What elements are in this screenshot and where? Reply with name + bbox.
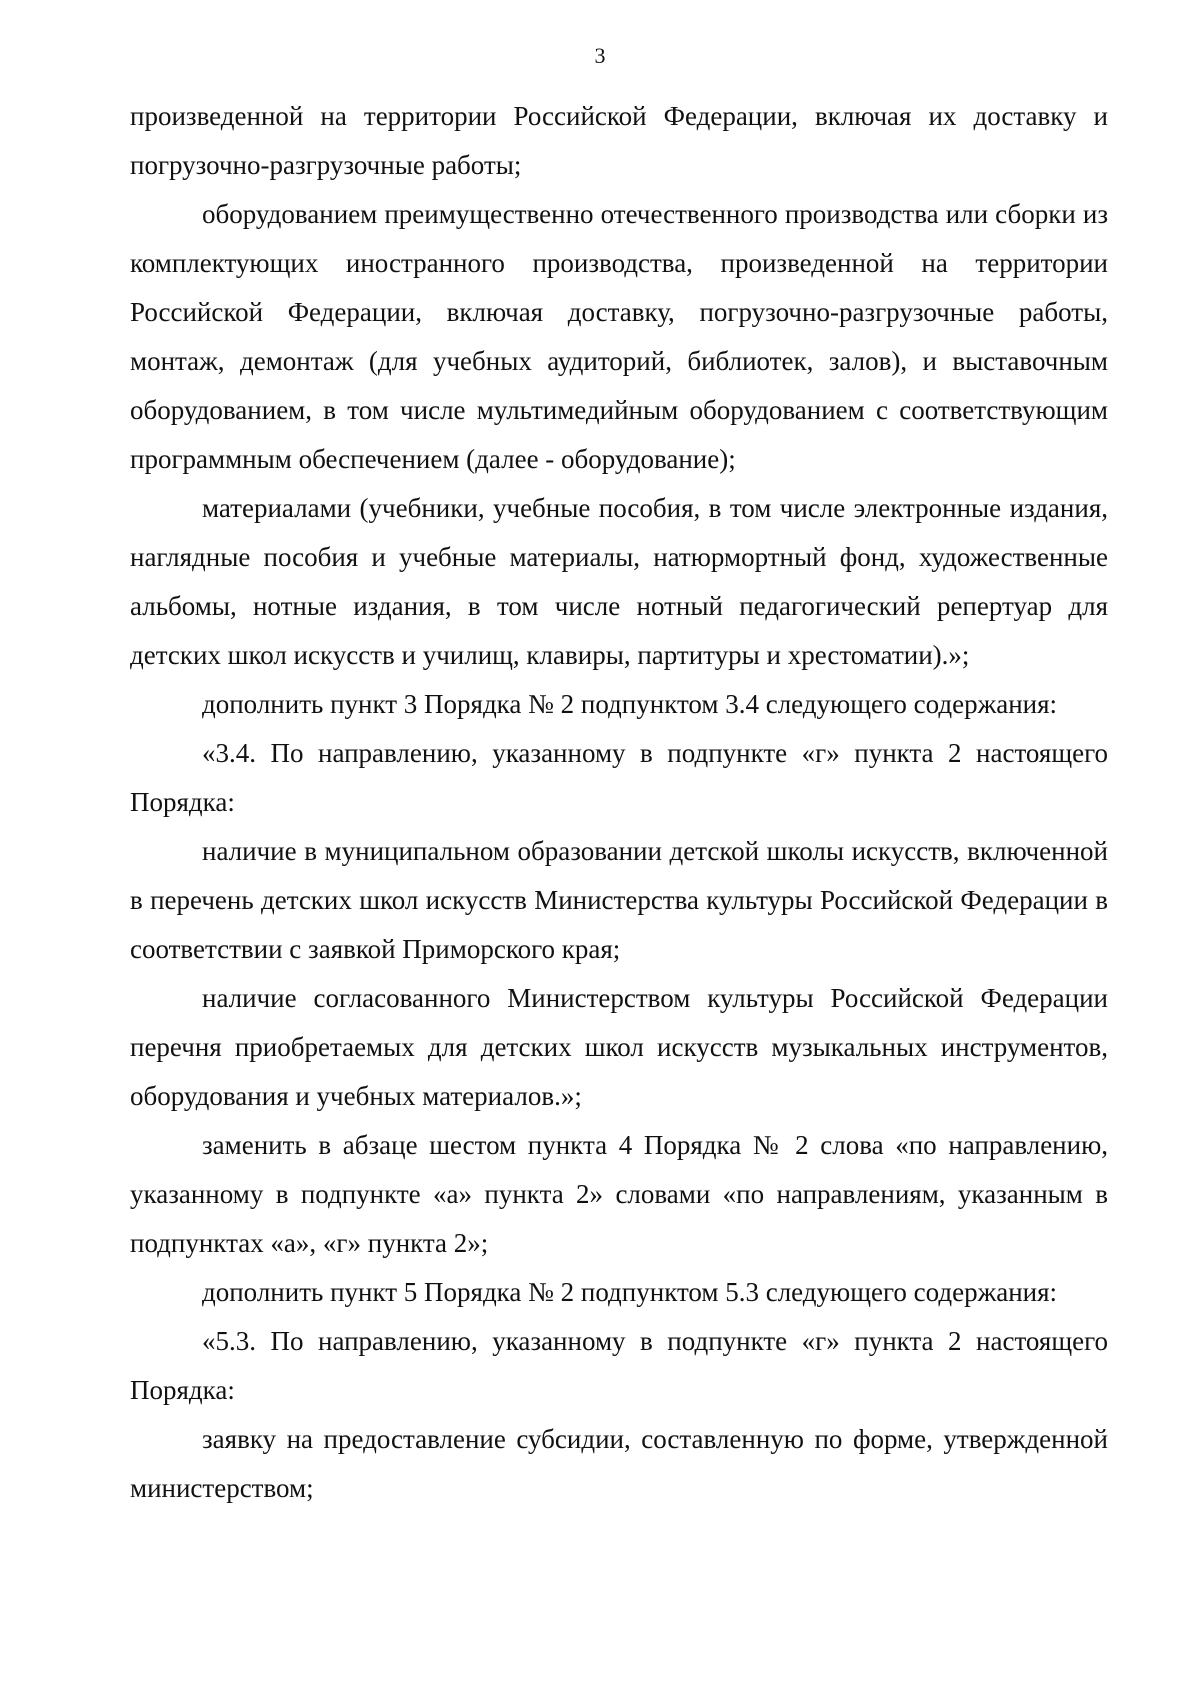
paragraph-11: заявку на предоставление субсидии, составленную по форме, утвержденной министерством; <box>130 1424 1108 1503</box>
paragraph-3: материалами (учебники, учебные пособия, в том числе электронные издания, наглядные пособия и учебные материалы, натюрмортный фонд, художественные альбомы, нотные издания, в том числе нотный педагогический репертуар для детских школ искусств и училищ, клавиры, партитуры и хрестоматии).»; <box>130 493 1108 670</box>
document-body <box>130 92 1108 1513</box>
paragraph-9: дополнить пункт 5 Порядка № 2 подпунктом 5.3 следующего содержания: <box>202 1277 1058 1307</box>
paragraph-6: наличие в муниципальном образовании детской школы искусств, включенной в перечень детских школ искусств Министерства культуры Российской Федерации в соответствии с заявкой Приморского края; <box>130 836 1108 964</box>
paragraph-8: заменить в абзаце шестом пункта 4 Порядка № 2 слова «по направлению, указанному в подпункте «а» пункта 2» словами «по направлениям, указанным в подпунктах «а», «г» пункта 2»; <box>130 1130 1108 1258</box>
paragraph-4: дополнить пункт 3 Порядка № 2 подпунктом 3.4 следующего содержания: <box>202 689 1058 719</box>
paragraph-1: произведенной на территории Российской Федерации, включая их доставку и погрузочно-разгрузочные работы; <box>130 101 1108 180</box>
paragraph-7: наличие согласованного Министерством культуры Российской Федерации перечня приобретаемых для детских школ искусств музыкальных инструментов, оборудования и учебных материалов.»; <box>130 983 1108 1111</box>
paragraph-10: «5.3. По направлению, указанному в подпункте «г» пункта 2 настоящего Порядка: <box>130 1326 1108 1405</box>
paragraph-2: оборудованием преимущественно отечественного производства или сборки из комплектующих иностранного производства, произведенной на территории Российской Федерации, включая доставку, погрузочно-разгрузочные работы, монтаж, демонтаж (для учебных аудиторий, библиотек, залов), и выставочным оборудованием, в том числе мультимедийным оборудованием с соответствующим программным обеспечением (далее - оборудование); <box>130 199 1108 474</box>
page-number: 3 <box>594 43 606 68</box>
paragraph-5: «3.4. По направлению, указанному в подпункте «г» пункта 2 настоящего Порядка: <box>130 738 1108 817</box>
